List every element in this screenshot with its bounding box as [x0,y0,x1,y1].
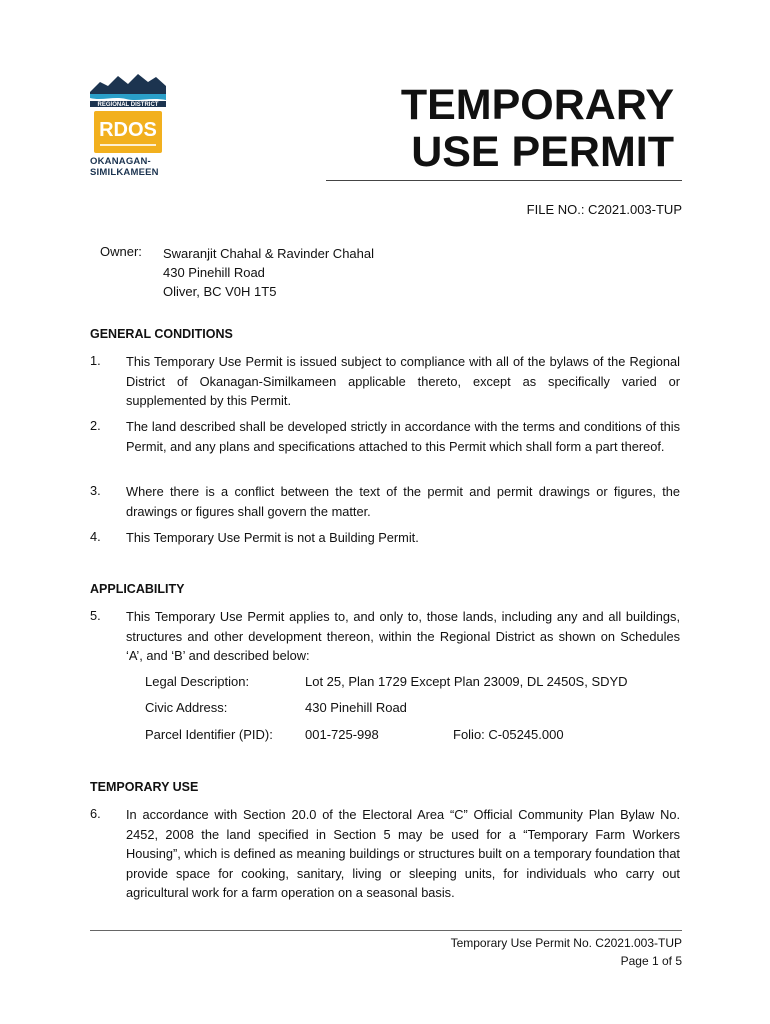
condition-number: 2. [90,418,101,433]
footer-divider [90,930,682,931]
owner-block [163,244,374,301]
title-line-2: USE PERMIT [411,128,674,176]
title-line-1: TEMPORARY [400,81,674,129]
condition-text: This Temporary Use Permit is not a Building Permit. [126,530,419,545]
civic-address-label: Civic Address: [145,700,228,715]
document-title [401,82,674,176]
condition-number: 1. [90,353,101,368]
folio-number: Folio: C-05245.000 [453,727,564,742]
logo-org-line: REGIONAL DISTRICT [97,102,159,108]
page-footer [451,934,682,970]
footer-permit-number: Temporary Use Permit No. C2021.003-TUP [450,936,682,950]
condition-text: Where there is a conflict between the text of the permit and permit drawings or figures, the drawings or figures shall govern the matter. [126,484,680,519]
logo-sun-panel [94,111,162,153]
legal-description-value: Lot 25, Plan 1729 Except Plan 23009, DL 2450S, SDYD [305,674,628,689]
condition-text: The land described shall be developed strictly in accordance with the terms and conditions of this Permit, and any plans and specifications attached to this Permit which shall form a part thereof. [126,419,680,454]
condition-number: 4. [90,529,101,544]
title-divider [326,180,682,181]
applicability-text: This Temporary Use Permit applies to, and only to, those lands, including any and all buildings, structures and other development thereon, within the Regional District as shown on Schedules ‘A’, and ‘B’ and described below: [126,609,680,663]
pid-value: 001-725-998 [305,727,379,742]
temporary-use-text: In accordance with Section 20.0 of the Electoral Area “C” Official Community Plan Bylaw No. 2452, 2008 the land specified in Section 5 may be used for a “Temporary Farm Workers Housing”, which is defined as meaning buildings or structures built on a temporary foundation that provide space for cooking, sanitary, living or sleeping units, for individuals who carry out agricultural work for a farm operation on a seasonal basis. [126,807,680,900]
applicability-number: 5. [90,608,101,623]
temporary-use-number: 6. [90,806,101,821]
civic-address-value: 430 Pinehill Road [305,700,407,715]
condition-number: 3. [90,483,101,498]
rdos-logo [90,70,166,178]
legal-description-label: Legal Description: [145,674,250,689]
file-number: FILE NO.: C2021.003-TUP [526,202,682,217]
owner-label: Owner: [100,244,142,259]
owner-address-line1: 430 Pinehill Road [163,265,265,280]
owner-address-line2: Oliver, BC V0H 1T5 [163,284,277,299]
logo-acronym: RDOS [99,119,157,141]
logo-name-line1: OKANAGAN- [90,156,151,167]
owner-name: Swaranjit Chahal & Ravinder Chahal [163,246,375,261]
logo-name-line2: SIMILKAMEEN [90,167,159,178]
condition-text: This Temporary Use Permit is issued subject to compliance with all of the bylaws of the Regional District of Okanagan-Similkameen applicable thereto, except as specifically varied or supplemented by this Permit. [126,354,680,408]
footer-page-number: Page 1 of 5 [620,954,682,968]
general-conditions-heading: GENERAL CONDITIONS [90,327,233,341]
temporary-use-heading: TEMPORARY USE [90,780,199,794]
applicability-heading: APPLICABILITY [90,582,185,596]
pid-label: Parcel Identifier (PID): [145,727,273,742]
